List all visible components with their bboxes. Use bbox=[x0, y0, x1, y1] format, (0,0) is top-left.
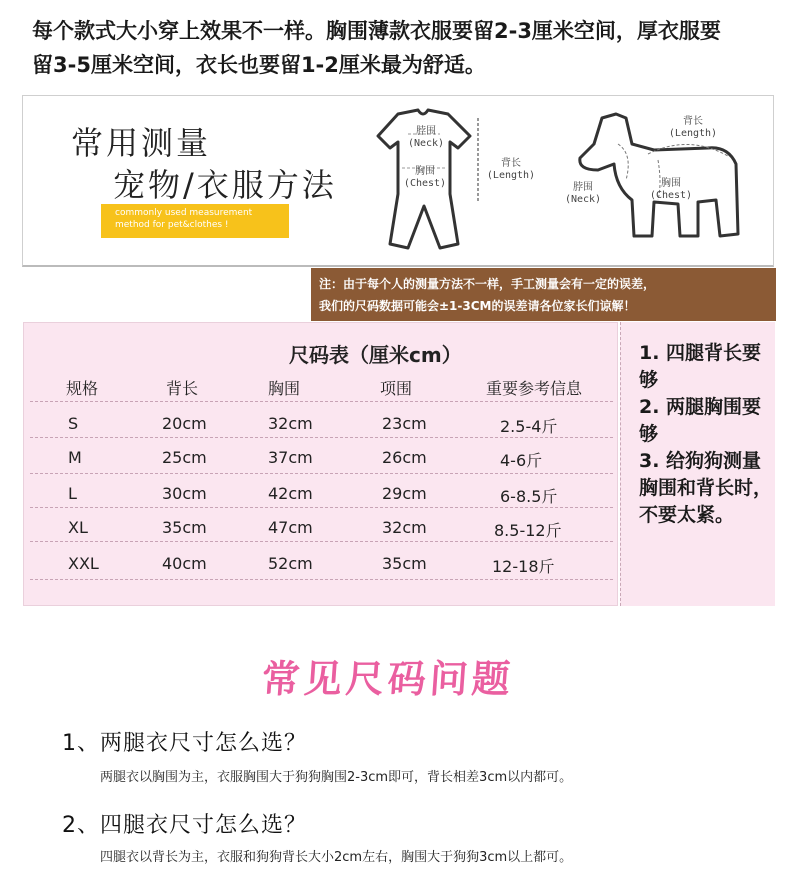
cell-size: S bbox=[68, 414, 79, 433]
faq-answer-2: 四腿衣以背长为主，衣服和狗狗背长大小2cm左右，胸围大于狗狗3cm以上都可。 bbox=[100, 850, 573, 865]
cell-reference: 2.5-4斤 bbox=[500, 417, 558, 436]
cell-chest: 32cm bbox=[268, 414, 313, 433]
header-chest: 胸围 bbox=[268, 379, 301, 398]
dog-chest-label bbox=[641, 178, 701, 202]
shirt-chest-en: (Chest) bbox=[403, 178, 447, 189]
row-divider bbox=[30, 541, 613, 542]
tip-3: 3. 给狗狗测量胸围和背长时，不要太紧。 bbox=[639, 450, 773, 526]
row-divider bbox=[30, 437, 613, 438]
size-tips-list bbox=[639, 340, 774, 529]
english-caption-line-1: commonly used measurement bbox=[115, 208, 253, 218]
cell-neck: 35cm bbox=[382, 554, 427, 573]
cell-size: M bbox=[68, 448, 82, 467]
table-row bbox=[24, 441, 619, 474]
cell-chest: 42cm bbox=[268, 484, 313, 503]
table-row bbox=[24, 477, 619, 510]
shirt-chest-cn: 胸围 bbox=[415, 166, 435, 177]
note-line-1: 注：由于每个人的测量方法不一样，手工测量会有一定的误差， bbox=[319, 277, 656, 291]
dog-neck-en: (Neck) bbox=[564, 194, 602, 205]
cell-reference: 12-18斤 bbox=[492, 557, 555, 576]
cell-chest: 52cm bbox=[268, 554, 313, 573]
row-divider bbox=[30, 401, 613, 402]
header-neck: 项围 bbox=[380, 379, 413, 398]
measurement-error-note bbox=[311, 268, 776, 321]
cell-reference: 8.5-12斤 bbox=[494, 521, 562, 540]
english-caption bbox=[115, 207, 252, 231]
dog-length-cn: 背长 bbox=[683, 116, 703, 127]
english-caption-line-2: method for pet&clothes ! bbox=[115, 220, 229, 230]
cell-reference: 6-8.5斤 bbox=[500, 487, 558, 506]
dog-neck-label bbox=[557, 182, 609, 206]
intro-line-2: 留3-5厘米空间，衣长也要留1-2厘米最为舒适。 bbox=[32, 53, 486, 77]
size-table-panel bbox=[23, 322, 618, 606]
faq-question-2: 2、四腿衣尺寸怎么选？ bbox=[62, 813, 307, 838]
dog-neck-cn: 脖围 bbox=[573, 182, 593, 193]
intro-line-1: 每个款式大小穿上效果不一样。胸围薄款衣服要留2-3厘米空间，厚衣服要 bbox=[32, 19, 721, 43]
dog-length-en: (Length) bbox=[668, 128, 718, 139]
dog-chest-cn: 胸围 bbox=[661, 178, 681, 189]
shirt-length-label bbox=[481, 158, 541, 182]
shirt-neck-cn: 脖围 bbox=[416, 126, 436, 137]
faq-question-1: 1、两腿衣尺寸怎么选？ bbox=[62, 731, 307, 756]
cell-size: XXL bbox=[68, 554, 99, 573]
measure-title-line-1: 常用测量 bbox=[71, 124, 212, 162]
intro-text bbox=[32, 14, 777, 82]
size-table-header-row bbox=[24, 369, 619, 402]
note-line-2: 我们的尺码数据可能会±1-3CM的误差请各位家长们谅解！ bbox=[319, 299, 636, 313]
tip-1: 1. 四腿背长要够 bbox=[639, 342, 762, 391]
dog-length-label bbox=[660, 116, 726, 140]
faq-title: 常见尺码问题 bbox=[260, 657, 516, 701]
cell-neck: 32cm bbox=[382, 518, 427, 537]
dog-chest-en: (Chest) bbox=[649, 190, 693, 201]
cell-back-length: 25cm bbox=[162, 448, 207, 467]
row-divider bbox=[30, 473, 613, 474]
header-back-length: 背长 bbox=[166, 379, 199, 398]
table-row bbox=[24, 511, 619, 544]
cell-neck: 26cm bbox=[382, 448, 427, 467]
shirt-length-en: (Length) bbox=[486, 170, 536, 181]
measure-title-line-2: 宠物/衣服方法 bbox=[113, 166, 337, 204]
cell-reference: 4-6斤 bbox=[500, 451, 543, 470]
cell-neck: 29cm bbox=[382, 484, 427, 503]
row-divider bbox=[30, 579, 613, 580]
size-tips-panel bbox=[620, 322, 775, 606]
cell-size: XL bbox=[68, 518, 88, 537]
cell-back-length: 35cm bbox=[162, 518, 207, 537]
header-size: 规格 bbox=[66, 379, 99, 398]
cell-size: L bbox=[68, 484, 77, 503]
measurement-method-panel bbox=[22, 95, 774, 267]
table-row bbox=[24, 407, 619, 440]
size-table-title: 尺码表（厘米cm） bbox=[289, 343, 462, 367]
faq-answer-1: 两腿衣以胸围为主，衣服胸围大于狗狗胸围2-3cm即可，背长相差3cm以内都可。 bbox=[100, 770, 573, 785]
table-row bbox=[24, 547, 619, 580]
row-divider bbox=[30, 507, 613, 508]
cell-chest: 37cm bbox=[268, 448, 313, 467]
cell-chest: 47cm bbox=[268, 518, 313, 537]
cell-neck: 23cm bbox=[382, 414, 427, 433]
tip-2: 2. 两腿胸围要够 bbox=[639, 396, 762, 445]
shirt-chest-label bbox=[393, 166, 457, 190]
shirt-length-cn: 背长 bbox=[501, 158, 521, 169]
cell-back-length: 30cm bbox=[162, 484, 207, 503]
header-reference: 重要参考信息 bbox=[486, 379, 583, 398]
shirt-neck-en: (Neck) bbox=[407, 138, 445, 149]
shirt-neck-label bbox=[396, 126, 456, 150]
cell-back-length: 40cm bbox=[162, 554, 207, 573]
cell-back-length: 20cm bbox=[162, 414, 207, 433]
